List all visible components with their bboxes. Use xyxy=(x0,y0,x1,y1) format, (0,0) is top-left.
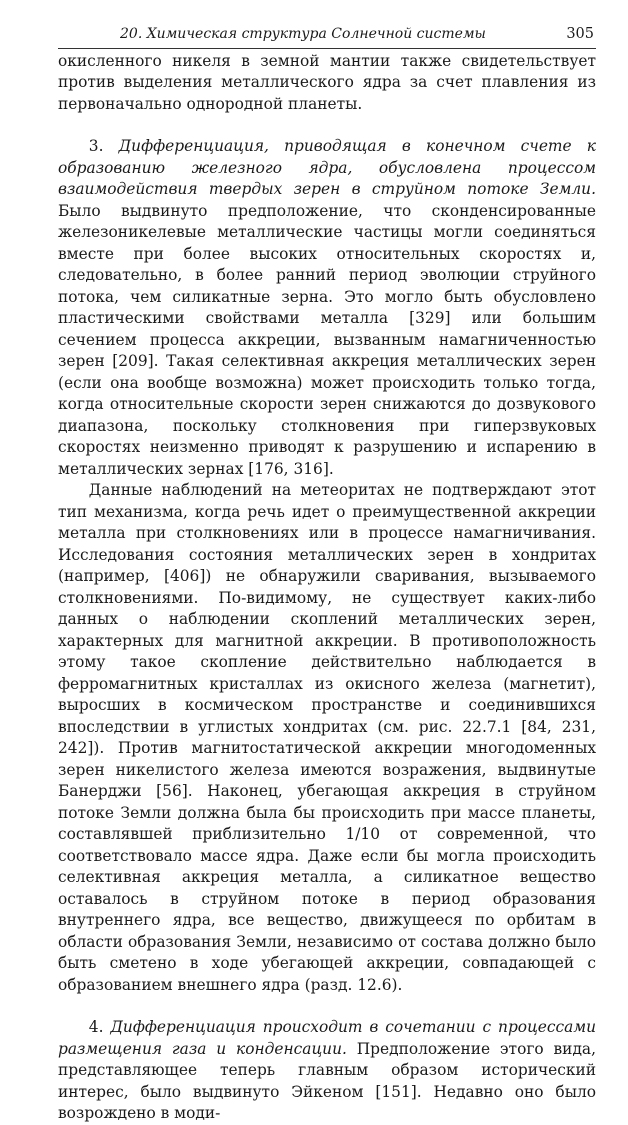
paragraph-meteorite-data: Данные наблюдений на метеоритах не подтверждают этот тип механизма, когда речь идет о преимущественной аккреции металла при столкновениях или в процессе намагничивания. Исследования состояния металлических зерен в хондритах (например, [406]) не обнаружили сваривания, вызываемого столкновениями. По-видимому, не существует каких-либо данных о наблюдении скоплений металлических зерен, характерных для магнитной аккреции. В противоположность этому такое скопление действительно наблюдается в ферромагнитных кристаллах из окисного железа (магнетит), выросших в космическом пространстве и соединившихся впоследствии в углистых хондритах (см. рис. 22.7.1 [84, 231, 242]). Против магнитостатической аккреции многодоменных зерен никелистого железа имеются возражения, выдвинутые Банерджи [56]. Наконец, убегающая аккреция в струйном потоке Земли должна была бы происходить при массе планеты, составлявшей приблизительно 1/10 от современной, что соответствовало массе ядра. Даже если бы могла происходить селективная аккреция металла, а силикатное вещество оставалось в струйном потоке в период образования внутреннего ядра, все вещество, движущееся по орбитам в области образования Земли, независимо от состава должно было быть сметено в ходе убегающей аккреции, совпадающей с образованием внешнего ядра (разд. 12.6). xyxy=(58,481,596,994)
page-number: 305 xyxy=(566,26,594,42)
item-3-heading: Дифференциация, приводящая в конечном счете к образованию железного ядра, обусловлена процессом взаимодействия твердых зерен в струйном потоке Земли. xyxy=(58,137,596,198)
item-3-number: 3. xyxy=(88,137,119,155)
paragraph-gap xyxy=(58,996,596,1017)
book-page xyxy=(58,24,596,1125)
item-4-heading: Дифференциация происходит в сочетании с процессами размещения газа и конденсации. xyxy=(58,1018,597,1058)
running-header xyxy=(58,24,596,49)
paragraph-item-3 xyxy=(58,136,596,480)
paragraph-item-4 xyxy=(58,1017,596,1125)
paragraph-continued: окисленного никеля в земной мантии также свидетельствует против выделения металлического ядра за счет плавления из первоначально однородной планеты. xyxy=(58,51,596,113)
item-4-number: 4. xyxy=(88,1018,111,1036)
item-3-body: Было выдвинуто предположение, что сконденсированные железоникелевые металлические частицы могли соединяться вместе при более высоких относительных скоростях и, следовательно, в более ранний период эволюции струйного потока, чем силикатные зерна. Это могло быть обусловлено пластическими свойствами металла [329] или большим сечением процесса аккреции, вызванным намагниченностью зерен [209]. Такая селективная аккреция металлических зерен (если она вообще возможна) может происходить только тогда, когда относительные скорости зерен снижаются до дозвукового диапазона, поскольку столкновения при гиперзвуковых скоростях неизменно приводят к разрушению и испарению в металлических зернах [176, 316]. xyxy=(58,201,596,478)
running-title: 20. Химическая структура Солнечной системы xyxy=(120,26,486,42)
paragraph-gap xyxy=(58,115,596,136)
item-4-body: Предположение этого вида, представляющее теперь главным образом исторический интерес, было выдвинуто Эйкеном [151]. Недавно оно было возрождено в моди- xyxy=(58,1039,596,1122)
